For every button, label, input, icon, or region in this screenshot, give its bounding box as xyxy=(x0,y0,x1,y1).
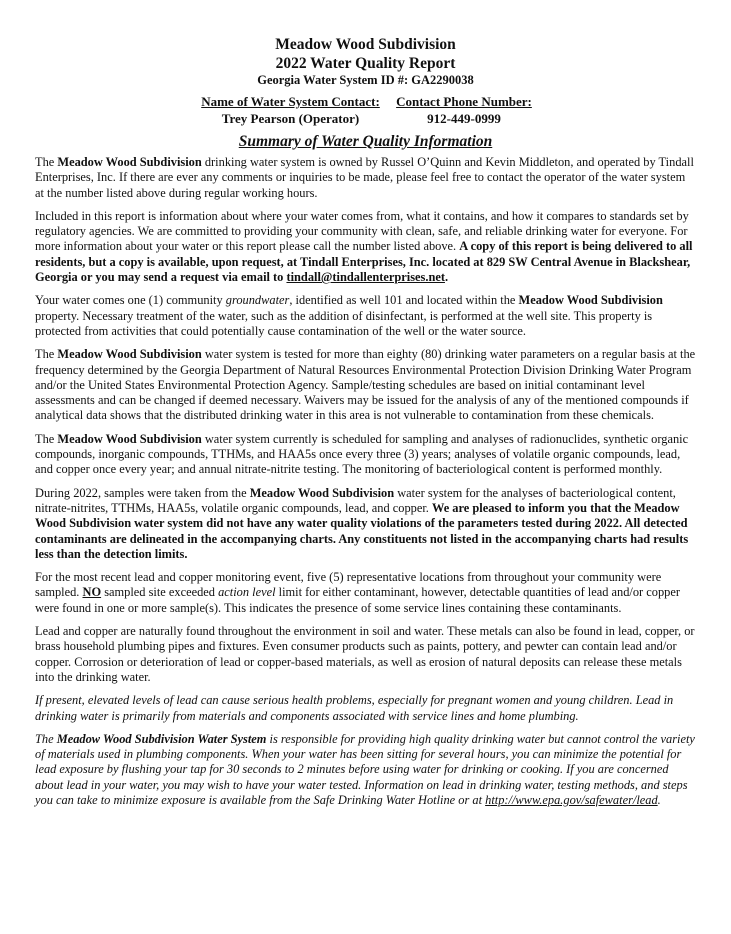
system-name: Meadow Wood Subdivision xyxy=(57,431,202,446)
contact-phone: 912-449-0999 xyxy=(427,111,501,126)
contact-column xyxy=(198,93,383,127)
no-emphasis: NO xyxy=(82,585,102,600)
text: is responsible for providing high quality drinking water but cannot control the variety of materials used in plumbing components. When your water has been sitting for several hours, you can minimize the potential for lead exposure by flushing your tap for 30 seconds to 2 minutes before using water for drinking or cooking. If you are concerned about lead in your water, you may wish to have your water tested. Information on lead in drinking water, testing methods, and steps you can take to minimize exposure is available from the Safe Drinking Water Hotline or at xyxy=(35,731,695,807)
text: , identified as well 101 and located within the xyxy=(289,293,519,308)
system-name: Meadow Wood Subdivision xyxy=(57,155,202,169)
text: drinking water system is owned by Russel O’Quinn and Kevin Middleton, and operated by Tindall Enterprises, Inc. If there are ever any comments or inquiries to be made, please feel free to contact the operator of the water system at the number listed above during regular working hours. xyxy=(35,155,694,200)
text: The xyxy=(35,347,58,362)
text: water system currently is scheduled for sampling and analyses of radionuclides, synthetic organic compounds, inorganic compounds, TTHMs, and HAA5s once every three (3) years; analyses of volatile organic compounds, lead, and copper once every year; and annual nitrate-nitrite testing. The monitoring of bacteriological content is performed monthly. xyxy=(35,431,689,477)
contact-name: Trey Pearson (Operator) xyxy=(221,111,360,126)
paragraph-lead-health xyxy=(35,693,697,724)
paragraph-testing xyxy=(35,347,697,423)
paragraph-report-info xyxy=(35,209,697,285)
epa-lead-link[interactable]: http://www.epa.gov/safewater/lead xyxy=(485,792,658,807)
text: limit for either contaminant, however, detectable quantities of lead and/or copper were found in one or more sample(s). This indicates the presence of some service lines containing these contaminants. xyxy=(35,585,680,615)
paragraph-ownership xyxy=(35,155,697,201)
paragraph-source xyxy=(35,293,697,339)
text: . xyxy=(657,792,661,807)
system-name: Meadow Wood Subdivision xyxy=(57,347,202,362)
text: For the most recent lead and copper monitoring event, five (5) representative locations from throughout your community were sampled. xyxy=(35,570,662,600)
summary-heading: Summary of Water Quality Information xyxy=(238,133,493,150)
text: Your water comes one (1) community xyxy=(35,293,226,308)
text: The xyxy=(35,731,57,746)
paragraph-lead-copper-event xyxy=(35,570,697,616)
action-level-term: action level xyxy=(218,585,276,600)
report-subtitle: 2022 Water Quality Report xyxy=(275,55,456,72)
text: water system for the analyses of bacteriological content, nitrate-nitrites, TTHMs, HAA5s, volatile organic compounds, lead, and copper. xyxy=(35,485,676,515)
phone-label: Contact Phone Number: xyxy=(396,94,532,109)
system-id: Georgia Water System ID #: GA2290038 xyxy=(257,73,474,87)
text: Included in this report is information about where your water comes from, what it contains, and how it compares to standards set by regulatory agencies. We are committed to providing your community with clean, safe, and reliable drinking water for everyone. For more information about your water or this report please call the number listed above. xyxy=(35,208,689,254)
health-statement: If present, elevated levels of lead can cause serious health problems, especially for pregnant women and young children. Lead in drinking water is primarily from materials and components associated with service lines and home plumbing. xyxy=(35,693,674,723)
phone-column xyxy=(394,93,534,127)
system-name: Meadow Wood Subdivision Water System xyxy=(56,731,267,746)
text: . xyxy=(444,270,449,285)
report-title: Meadow Wood Subdivision xyxy=(275,36,456,53)
paragraph-2022-results xyxy=(35,486,697,562)
system-name: Meadow Wood Subdivision xyxy=(518,293,663,308)
paragraph-lead-guidance xyxy=(35,732,697,808)
groundwater-term: groundwater xyxy=(225,293,290,308)
text: sampled site exceeded xyxy=(101,585,219,600)
contact-email-link[interactable]: tindall@tindallenterprises.net xyxy=(286,270,445,285)
system-name: Meadow Wood Subdivision xyxy=(249,485,395,500)
copy-availability: A copy of this report is being delivered to all residents, but a copy is available, upon request, at Tindall Enterprises, Inc. located at 829 SW Central Avenue in Blackshear, Georgia or you may send a request via email to xyxy=(35,239,693,285)
text: During 2022, samples were taken from the xyxy=(35,485,250,500)
contact-label: Name of Water System Contact: xyxy=(201,94,380,109)
text: The xyxy=(35,431,58,446)
text: water system is tested for more than eighty (80) drinking water parameters on a regular basis at the frequency determined by the Georgia Department of Natural Resources Environmental Protection Division Drinking Water Program and/or the United States Environmental Protection Agency. Sample/testing schedules are based on initial contaminant level assessments and can be changed if deemed necessary. Waivers may be issued for the analysis of any of the mentioned compounds if analytical data shows that the distributed drinking water in this area is not vulnerable to contamination from these chemicals. xyxy=(35,347,696,423)
paragraph-schedule xyxy=(35,432,697,478)
text: The xyxy=(35,155,58,169)
no-violations-statement: We are pleased to inform you that the Meadow Wood Subdivision water system did not have any water quality violations of the parameters tested during 2022. All detected contaminants are delineated in the accompanying charts. Any constituents not listed in the accompanying charts had results less than the detection limits. xyxy=(35,500,689,561)
paragraph-lead-copper-sources: Lead and copper are naturally found throughout the environment in soil and water. These metals can also be found in lead, copper, or brass household plumbing pipes and fixtures. Even consumer products such as paints, pottery, and pewter can contain lead and/or copper. Corrosion or deterioration of lead or copper-based materials, as well as erosion of natural deposits can release these metals into the drinking water. xyxy=(35,624,695,684)
text: property. Necessary treatment of the water, such as the addition of disinfectant, is performed at the well site. This property is protected from activities that could potentially cause contamination of the well or the water source. xyxy=(35,308,653,338)
report-body xyxy=(35,155,697,816)
